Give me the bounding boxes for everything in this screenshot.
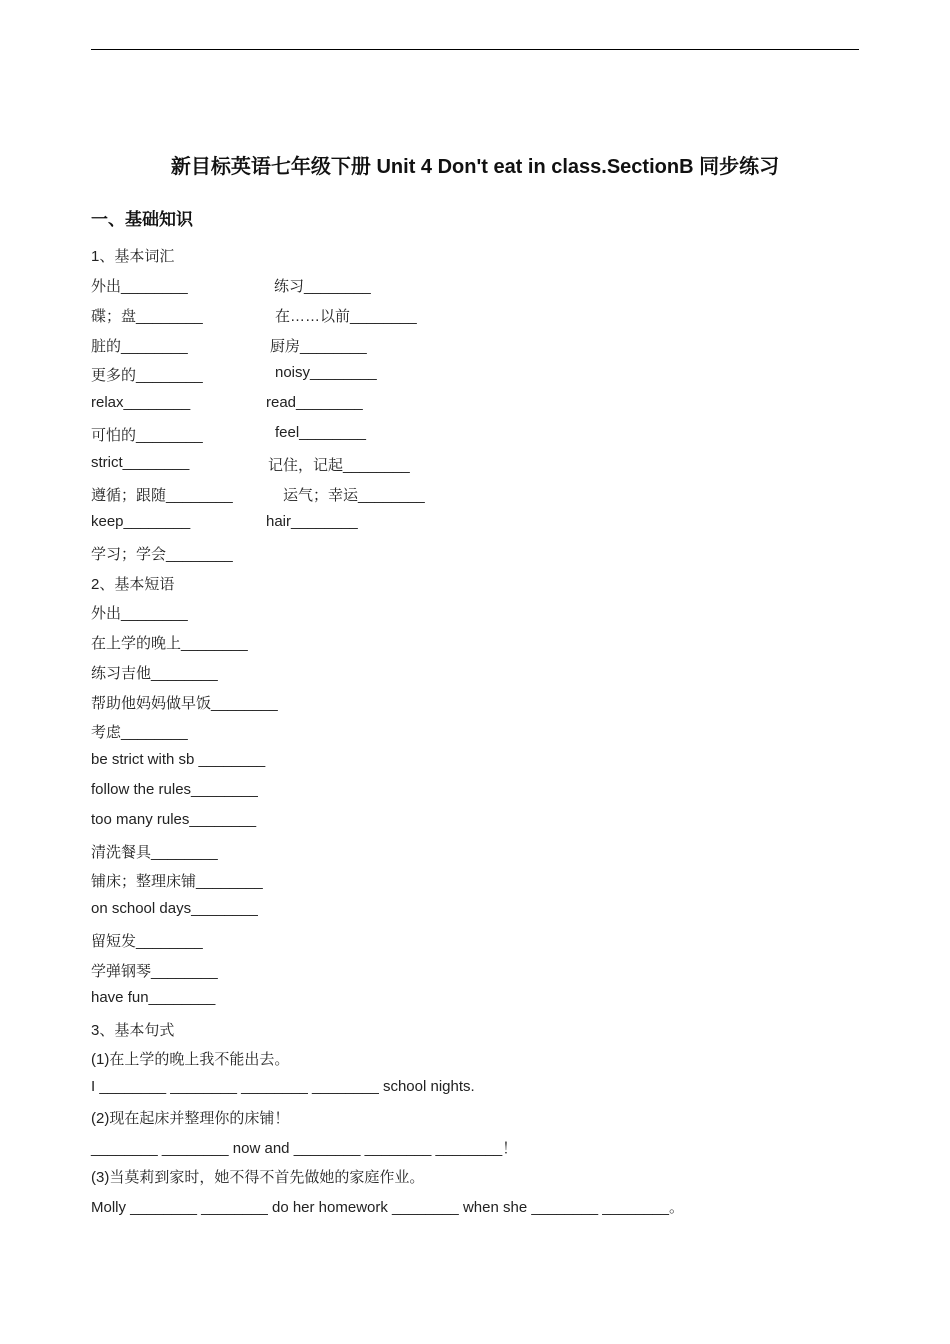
vocab-item: 学习；学会________ <box>91 546 233 563</box>
vocab-item: 碟；盘________ <box>91 308 203 325</box>
vocab-item: 在……以前________ <box>275 308 417 325</box>
phrase-item: be strict with sb ________ <box>91 751 266 768</box>
vocab-item: keep________ <box>91 513 191 530</box>
phrase-item: have fun________ <box>91 989 216 1006</box>
phrase-item: 外出________ <box>91 605 188 622</box>
header-rule <box>91 49 859 50</box>
vocab-item: strict________ <box>91 454 190 471</box>
vocab-item: relax________ <box>91 394 191 411</box>
vocab-heading: 1、基本词汇 <box>91 248 175 265</box>
phrase-item: 练习吉他________ <box>91 665 218 682</box>
phrase-item: 铺床；整理床铺________ <box>91 873 263 890</box>
vocab-item: 可怕的________ <box>91 427 203 444</box>
vocab-item: feel________ <box>275 424 366 441</box>
phrase-item: 学弹钢琴________ <box>91 963 218 980</box>
sentences-heading: 3、基本句式 <box>91 1022 175 1039</box>
phrase-item: 考虑________ <box>91 724 188 741</box>
sentence-prompt: (3)当莫莉到家时，她不得不首先做她的家庭作业。 <box>91 1169 425 1186</box>
sentence-prompt: (1)在上学的晚上我不能出去。 <box>91 1051 290 1068</box>
page-title: 新目标英语七年级下册 Unit 4 Don't eat in class.SectionB 同步练习 <box>170 156 780 178</box>
sentence-blank: I ________ ________ ________ ________ school nights. <box>91 1078 475 1095</box>
vocab-item: 记住，记起________ <box>268 457 410 474</box>
vocab-item: 练习________ <box>274 278 371 295</box>
phrase-item: 留短发________ <box>91 933 203 950</box>
phrase-item: follow the rules________ <box>91 781 258 798</box>
phrase-item: 在上学的晚上________ <box>91 635 248 652</box>
sentence-prompt: (2)现在起床并整理你的床铺！ <box>91 1110 290 1127</box>
vocab-item: 外出________ <box>91 278 188 295</box>
phrase-item: on school days________ <box>91 900 258 917</box>
vocab-item: 遵循；跟随________ <box>91 487 233 504</box>
phrase-item: 清洗餐具________ <box>91 844 218 861</box>
phrase-item: 帮助他妈妈做早饭________ <box>91 695 278 712</box>
sentence-blank: ________ ________ now and ________ ________ ________！ <box>91 1140 518 1157</box>
vocab-item: 更多的________ <box>91 367 203 384</box>
phrase-item: too many rules________ <box>91 811 257 828</box>
vocab-item: read________ <box>266 394 363 411</box>
section-heading: 一、基础知识 <box>91 210 193 229</box>
vocab-item: 脏的________ <box>91 338 188 355</box>
vocab-item: hair________ <box>266 513 358 530</box>
vocab-item: 运气；幸运________ <box>283 487 425 504</box>
vocab-item: noisy________ <box>275 364 377 381</box>
vocab-item: 厨房________ <box>270 338 367 355</box>
phrases-heading: 2、基本短语 <box>91 576 175 593</box>
sentence-blank: Molly ________ ________ do her homework ________ when she ________ ________。 <box>91 1199 684 1216</box>
